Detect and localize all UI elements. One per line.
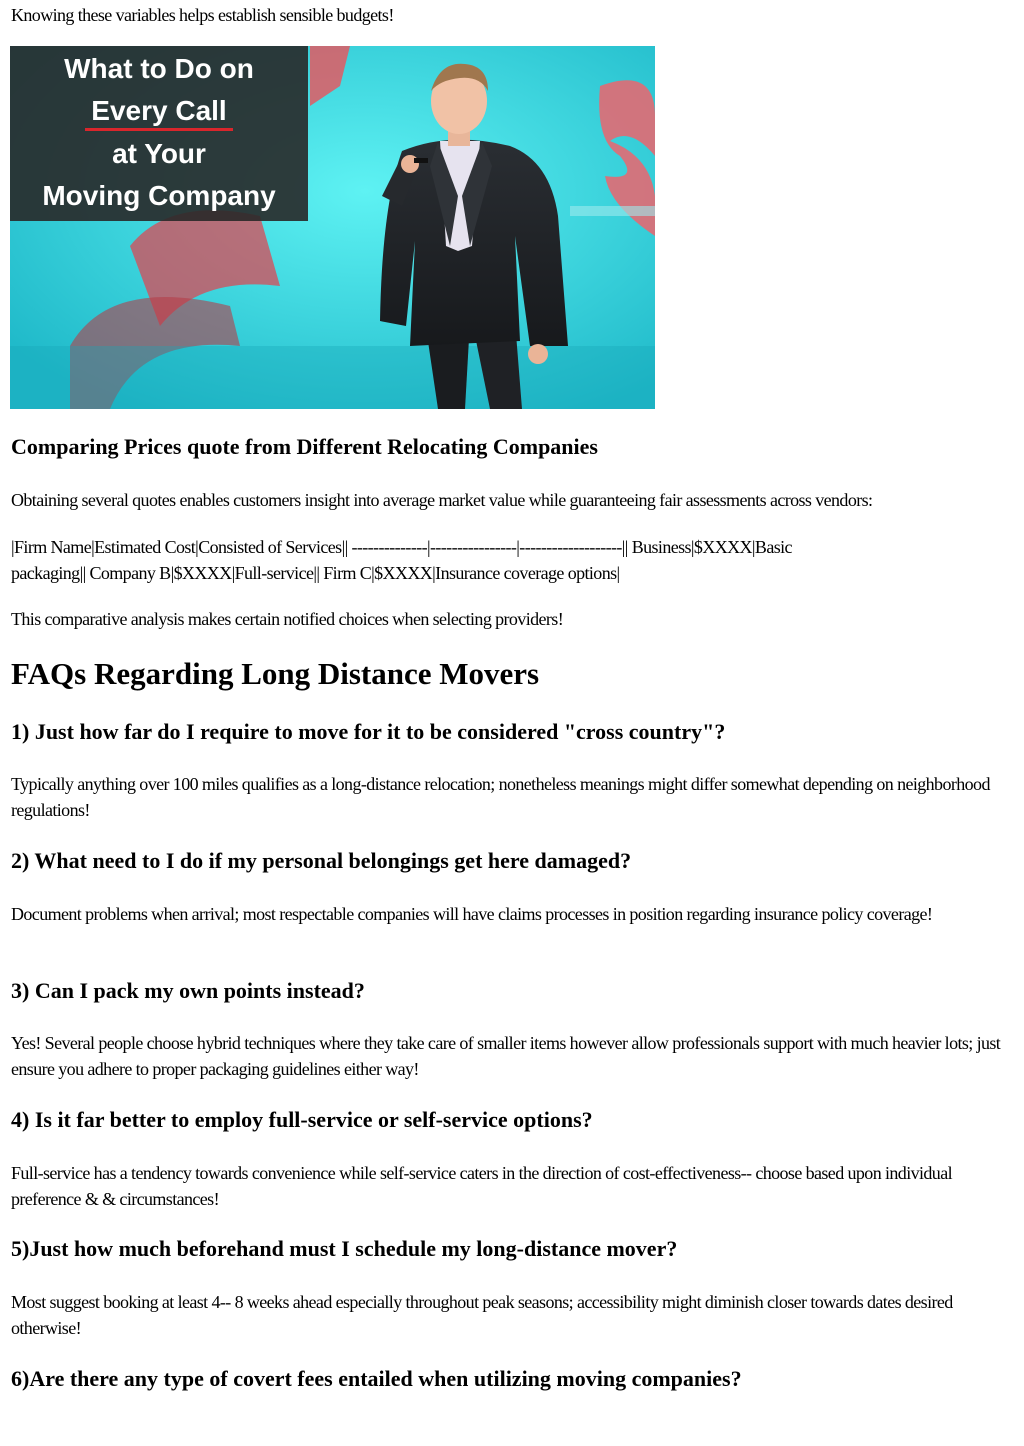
caption-line-3: at Your	[112, 138, 206, 169]
thumbnail-caption	[10, 46, 308, 221]
faq-answer-1: Typically anything over 100 miles qualifies as a long-distance relocation; nonetheless meanings might differ somewhat depending on neighborhood regulations!	[11, 774, 990, 820]
faq-heading: FAQs Regarding Long Distance Movers	[11, 656, 540, 691]
comparison-table-line-2: packaging|| Company B|$XXXX|Full-service|| Firm C|$XXXX|Insurance coverage options|	[11, 563, 620, 583]
intro-text: Knowing these variables helps establish sensible budgets!	[11, 5, 394, 25]
faq-question-3: 3) Can I pack my own points instead?	[11, 978, 365, 1003]
faq-question-6: 6)Are there any type of covert fees entailed when utilizing moving companies?	[11, 1366, 742, 1391]
faq-answer-3: Yes! Several people choose hybrid techniques where they take care of smaller items however allow professionals support with much heavier lots; just ensure you adhere to proper packaging guidelines either way!	[11, 1033, 1001, 1079]
comparison-intro: Obtaining several quotes enables customers insight into average market value while guaranteeing fair assessments across vendors:	[11, 490, 873, 510]
faq-question-1: 1) Just how far do I require to move for it to be considered "cross country"?	[11, 719, 726, 744]
faq-answer-2: Document problems when arrival; most respectable companies will have claims processes in position regarding insurance policy coverage!	[11, 904, 933, 924]
faq-question-5: 5)Just how much beforehand must I schedule my long-distance mover?	[11, 1236, 678, 1261]
video-thumbnail[interactable]	[10, 46, 655, 409]
comparison-heading: Comparing Prices quote from Different Relocating Companies	[11, 434, 598, 459]
faq-answer-4: Full-service has a tendency towards convenience while self-service caters in the direction of cost-effectiveness-- choose based upon individual preference & & circumstances!	[11, 1163, 952, 1209]
faq-question-4: 4) Is it far better to employ full-service or self-service options?	[11, 1107, 593, 1132]
caption-line-2: Every Call	[91, 95, 227, 126]
faq-answer-5: Most suggest booking at least 4-- 8 weeks ahead especially throughout peak seasons; accessibility might diminish closer towards dates desired otherwise!	[11, 1292, 953, 1338]
comparison-conclusion: This comparative analysis makes certain notified choices when selecting providers!	[11, 609, 564, 629]
faq-question-2: 2) What need to I do if my personal belongings get here damaged?	[11, 848, 632, 873]
caption-line-4: Moving Company	[42, 180, 276, 211]
caption-line-1: What to Do on	[64, 53, 254, 84]
comparison-table-line-1: |Firm Name|Estimated Cost|Consisted of Services|| --------------|----------------|-------------------|| Business|$XXXX|Basic	[11, 537, 792, 557]
